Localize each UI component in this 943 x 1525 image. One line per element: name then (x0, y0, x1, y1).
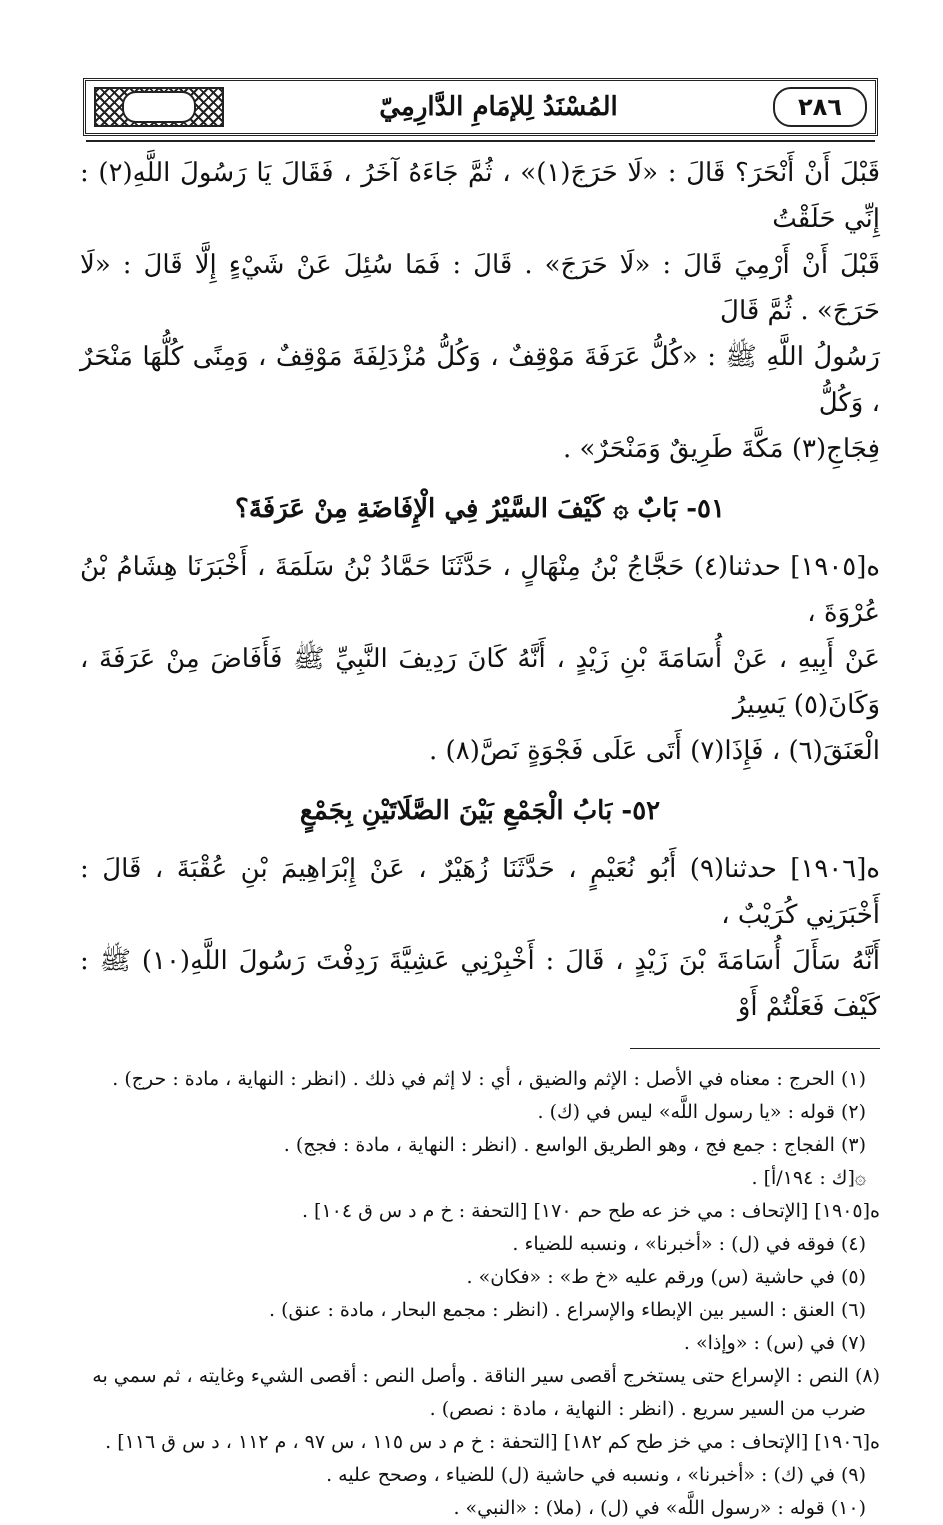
footnote: (٩) في (ك) : «أخبرنا» ، ونسبه في حاشية (ل) للضياء ، وصحح عليه . (326, 1464, 866, 1486)
footnote: (١) الحرج : معناه في الأصل : الإثم والضيق ، أي : لا إثم في ذلك . (انظر : النهاية ، مادة : حرج) . (112, 1068, 866, 1090)
page-header (83, 78, 878, 136)
footnote: (١٠) قوله : «رسول اللَّه» في (ل) ، (ملا) : «النبي» . (453, 1497, 866, 1519)
page-content (80, 150, 880, 1525)
page-number: ٢٨٦ (773, 87, 867, 127)
footnote: (٤) فوقه في (ل) : «أخبرنا» ، ونسبه للضياء . (512, 1233, 866, 1255)
footnote: ضرب من السير سريع . (انظر : النهاية ، مادة : نصص) . (429, 1398, 866, 1420)
footnote: ه[١٩٠٦] [الإتحاف : مي خز طح كم ١٨٢] [التحفة : خ م د س ١١٥ ، س ٩٧ ، م ١١٢ ، د س ق ١١٦] . (105, 1431, 880, 1453)
footnotes (80, 1063, 880, 1525)
footnote: (٢) قوله : «يا رسول اللَّه» ليس في (ك) . (537, 1101, 866, 1123)
running-title: المُسْنَدُ لِلإمَامِ الدَّارِمِيّ (379, 92, 618, 122)
body-line-3: رَسُولُ اللَّهِ ﷺ : «كُلُّ عَرَفَةَ مَوْقِفٌ ، وَكُلُّ مُزْدَلِفَةَ مَوْقِفٌ ، وَمِنًى كُلُّهَا مَنْحَرٌ ، وَكُلُّ (80, 342, 880, 418)
chapter-heading-51: ٥١- بَابٌ ۞ كَيْفَ السَّيْرُ فِي الْإِفَاضَةِ مِنْ عَرَفَةَ؟ (235, 494, 725, 524)
chapter-heading-52: ٥٢- بَابُ الْجَمْعِ بَيْنَ الصَّلَاتَيْنِ بِجَمْعٍ (299, 796, 661, 826)
hadith-1906-line-1: ه[١٩٠٦] حدثنا(٩) أَبُو نُعَيْمٍ ، حَدَّثَنَا زُهَيْرٌ ، عَنْ إِبْرَاهِيمَ بْنِ عُقْبَةَ ، قَالَ : أَخْبَرَنِي كُرَيْبٌ ، (80, 854, 880, 930)
footnote-divider (630, 1048, 880, 1049)
seal-icon (122, 91, 196, 123)
footnote: (٥) في حاشية (س) ورقم عليه «خ ط» : «فكان» . (466, 1266, 866, 1288)
footnote: (٨) النص : الإسراع حتى يستخرج أقصى سير الناقة . وأصل النص : أقصى الشيء وغايته ، ثم سمي به (92, 1365, 880, 1387)
footnote: (٧) في (س) : «وإذا» . (683, 1332, 866, 1354)
footnote: ۞[ك : ١٩٤/أ] . (751, 1167, 866, 1189)
hadith-1905-line-3: الْعَنَقَ(٦) ، فَإِذَا(٧) أَتَى عَلَى فَجْوَةٍ نَصَّ(٨) . (429, 736, 880, 766)
header-rule (86, 140, 875, 142)
body-line-4: فِجَاجِ(٣) مَكَّةَ طَرِيقٌ وَمَنْحَرٌ» . (562, 434, 880, 464)
footnote: ه[١٩٠٥] [الإتحاف : مي خز عه طح حم ١٧٠] [التحفة : خ م د س ق ١٠٤] . (301, 1200, 880, 1222)
hadith-1906-line-2: أَنَّهُ سَأَلَ أُسَامَةَ بْنَ زَيْدٍ ، قَالَ : أَخْبِرْنِي عَشِيَّةَ رَدِفْتَ رَسُولَ اللَّهِ(١٠) ﷺ : كَيْفَ فَعَلْتُمْ أَوْ (80, 946, 881, 1022)
footnote: (٣) الفجاج : جمع فج ، وهو الطريق الواسع . (انظر : النهاية ، مادة : فجج) . (283, 1134, 866, 1156)
body-line-2: قَبْلَ أَنْ أَرْمِيَ قَالَ : «لَا حَرَجَ» . قَالَ : فَمَا سُئِلَ عَنْ شَيْءٍ إِلَّا قَالَ : «لَا حَرَجَ» . ثُمَّ قَالَ (80, 250, 880, 326)
body-line-1: قَبْلَ أَنْ أَنْحَرَ؟ قَالَ : «لَا حَرَجَ(١)» ، ثُمَّ جَاءَهُ آخَرُ ، فَقَالَ يَا رَسُولَ اللَّهِ(٢) : إِنِّي حَلَقْتُ (80, 158, 880, 234)
header-ornament-left (94, 87, 224, 127)
hadith-1905-line-2: عَنْ أَبِيهِ ، عَنْ أُسَامَةَ بْنِ زَيْدٍ ، أَنَّهُ كَانَ رَدِيفَ النَّبِيِّ ﷺ فَأَفَاضَ مِنْ عَرَفَةَ ، وَكَانَ(٥) يَسِيرُ (80, 644, 880, 720)
footnote: (٦) العنق : السير بين الإبطاء والإسراع . (انظر : مجمع البحار ، مادة : عنق) . (269, 1299, 866, 1321)
hadith-1905-line-1: ه[١٩٠٥] حدثنا(٤) حَجَّاجُ بْنُ مِنْهَالٍ ، حَدَّثَنَا حَمَّادُ بْنُ سَلَمَةَ ، أَخْبَرَنَا هِشَامُ بْنُ عُرْوَةَ ، (80, 552, 881, 628)
